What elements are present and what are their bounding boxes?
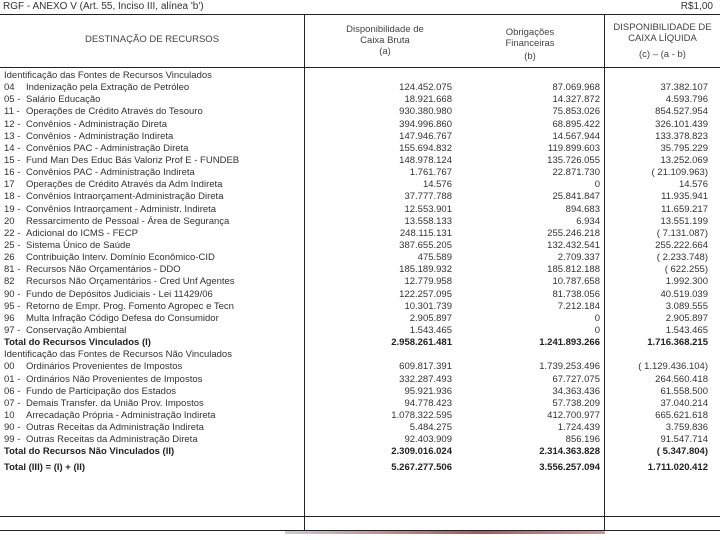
caixa-bruta-value: 12.553.901 [404,203,452,215]
caixa-liquida-value: 854.527.954 [655,106,708,118]
row-description: Convênios - Administração Indireta [26,130,174,142]
row-description: Contribuição Interv. Domínio Econômico-CID [26,252,215,264]
row-description: Convênios PAC - Administração Direta [26,142,189,154]
table-row [0,191,720,203]
caixa-liquida-value: 4.593.796 [665,94,708,106]
row-code: 97 - [4,324,21,336]
caixa-liquida-value: ( 2.233.748) [656,252,708,264]
total-top-border [0,516,720,517]
obrigacoes-value: 1.724.439 [557,422,600,434]
row-description: Salário Educação [26,94,101,106]
row-code: 13 - [4,130,21,142]
obrigacoes-value: 0 [594,179,600,191]
row-description: Outras Receitas da Administração Indireta [26,422,204,434]
row-description: Total do Recursos Vinculados (I) [4,337,151,349]
caixa-bruta-value: 387.655.205 [399,239,452,251]
total-row [0,462,720,474]
row-description: Sistema Único de Saúde [26,239,131,251]
table-row [0,410,720,422]
row-code: 17 [4,179,15,191]
row-code: 82 [4,276,15,288]
table-row [0,167,720,179]
caixa-liquida-value: 1.543.465 [665,324,708,336]
table-row [0,94,720,106]
caixa-liquida-value: ( 21.109.963) [651,167,708,179]
caixa-bruta-value: 930.380.980 [399,106,452,118]
caixa-liquida-value: ( 5.347.804) [656,446,708,458]
caixa-liquida-value: 3.759.836 [665,422,708,434]
caixa-liquida-value: 14.576 [678,179,708,191]
caixa-liquida-value: 61.558.500 [660,385,708,397]
caixa-bruta-value: 475.589 [417,252,452,264]
obrigacoes-value: 412.700.977 [547,409,600,421]
obrigacoes-value: 2.709.337 [557,252,600,264]
caixa-liquida-value: 37.040.214 [660,397,708,409]
obrigacoes-value: 10.787.658 [552,276,600,288]
row-code: 14 - [4,142,21,154]
header-c-line3: (c) – (a - b) [639,49,686,60]
row-code: 20 [4,215,15,227]
row-description: Outras Receitas da Administração Direta [26,434,198,446]
obrigacoes-value: 81.738.056 [552,288,600,300]
scan-edge-artifact [285,531,605,534]
row-code: 81 - [4,264,21,276]
report-title: RGF - ANEXO V (Art. 55, Inciso III, alínea 'b') [3,1,204,12]
caixa-liquida-value: 264.560.418 [655,373,708,385]
caixa-liquida-value: 2.905.897 [665,312,708,324]
caixa-bruta-value: 94.778.423 [404,397,452,409]
row-code: 05 - [4,94,21,106]
row-description: Operações de Crédito Através do Tesouro [26,106,203,118]
row-code: 26 [4,252,15,264]
caixa-liquida-value: ( 622.255) [664,264,708,276]
obrigacoes-value: 135.726.055 [547,154,600,166]
caixa-bruta-value: 2.309.016.024 [391,446,452,458]
caixa-bruta-value: 1.078.322.595 [391,409,452,421]
header-c-line2: CAIXA LÍQUIDA [628,33,697,44]
table-row [0,106,720,118]
row-description: Convênios Intraorçament - Administr. Indireta [26,203,217,215]
header-a-line2: Caixa Bruta [360,35,410,46]
section-header-row [0,70,720,82]
table-row [0,374,720,386]
row-code: 19 - [4,203,21,215]
row-description: Total do Recursos Não Vinculados (II) [4,446,175,458]
row-description: Arrecadação Própria - Administração Indireta [26,409,216,421]
row-description: Fundo de Depósitos Judiciais - Lei 11429/06 [26,288,213,300]
section-header-row [0,349,720,361]
obrigacoes-value: 255.246.218 [547,227,600,239]
row-description: Identificação das Fontes de Recursos Vinculados [4,70,212,81]
obrigacoes-value: 67.727.075 [552,373,600,385]
row-description: Total (III) = (I) + (II) [4,461,86,473]
obrigacoes-value: 856.196 [565,434,600,446]
row-code: 15 - [4,154,21,166]
row-code: 18 - [4,191,21,203]
table-row [0,361,720,373]
caixa-bruta-value: 5.484.275 [409,422,452,434]
total-row [0,337,720,349]
row-description: Indenização pela Extração de Petróleo [26,82,190,94]
obrigacoes-value: 34.363.436 [552,385,600,397]
resource-table-body [0,70,720,474]
header-top-border [0,14,720,15]
row-code: 07 - [4,397,21,409]
row-description: Multa Infração Código Defesa do Consumidor [26,312,219,324]
row-code: 00 [4,361,15,373]
row-description: Recursos Não Orçamentários - DDO [26,264,181,276]
caixa-bruta-value: 394.996.860 [399,118,452,130]
caixa-liquida-value: 1.716.368.215 [647,337,708,349]
table-row [0,313,720,325]
caixa-bruta-value: 10.301.739 [404,300,452,312]
obrigacoes-value: 22.871.730 [552,167,600,179]
obrigacoes-value: 14.327.872 [552,94,600,106]
obrigacoes-value: 3.556.257.094 [539,461,600,473]
table-row [0,179,720,191]
row-description: Convênios Intraorçament-Administração Direta [26,191,224,203]
currency-unit: R$1,00 [680,1,713,12]
table-row [0,216,720,228]
obrigacoes-value: 0 [594,312,600,324]
caixa-bruta-value: 248.115.131 [399,227,452,239]
row-code: 16 - [4,167,21,179]
header-caixa-liquida [605,22,720,60]
caixa-liquida-value: 35.795.229 [660,142,708,154]
caixa-bruta-value: 2.905.897 [409,312,452,324]
caixa-bruta-value: 1.543.465 [409,324,452,336]
row-description: Convênios PAC - Administração Indireta [26,167,195,179]
header-b-line1: Obrigações [505,27,555,38]
table-row [0,276,720,288]
caixa-liquida-value: 665.621.618 [655,409,708,421]
row-code: 90 - [4,288,21,300]
table-row [0,204,720,216]
row-code: 04 [4,82,15,94]
caixa-bruta-value: 147.946.767 [399,130,452,142]
row-description: Convênios - Administração Direta [26,118,167,130]
caixa-bruta-value: 124.452.075 [399,82,452,94]
caixa-bruta-value: 185.189.932 [399,264,452,276]
table-row [0,325,720,337]
caixa-bruta-value: 122.257.095 [399,288,452,300]
obrigacoes-value: 87.069.968 [552,82,600,94]
row-description: Demais Transfer. da União Prov. Impostos [26,397,204,409]
row-code: 99 - [4,434,21,446]
row-code: 95 - [4,300,21,312]
caixa-bruta-value: 1.761.767 [409,167,452,179]
header-a-line1: Disponibilidade de [346,24,424,35]
caixa-liquida-value: 37.382.107 [660,82,708,94]
caixa-bruta-value: 13.558.133 [404,215,452,227]
obrigacoes-value: 1.739.253.496 [539,361,600,373]
row-description: Retorno de Empr. Prog. Fomento Agropec e Tecn [26,300,234,312]
header-obrigacoes [480,27,580,62]
caixa-bruta-value: 609.817.391 [399,361,452,373]
caixa-liquida-value: 326.101.439 [655,118,708,130]
row-code: 10 [4,409,15,421]
caixa-liquida-value: 40.519.039 [660,288,708,300]
row-description: Adicional do ICMS - FECP [26,227,138,239]
row-code: 12 - [4,118,21,130]
header-a-line3: (a) [379,46,391,57]
caixa-bruta-value: 92.403.909 [404,434,452,446]
row-description: Fundo de Participação dos Estados [26,385,176,397]
caixa-liquida-value: 255.222.664 [655,239,708,251]
row-code: 06 - [4,385,21,397]
table-row [0,143,720,155]
table-row [0,240,720,252]
table-row [0,131,720,143]
table-row [0,398,720,410]
header-caixa-bruta [330,24,440,57]
table-row [0,82,720,94]
caixa-liquida-value: 11.659.217 [661,203,708,215]
header-b-line3: (b) [524,51,536,62]
table-row [0,301,720,313]
caixa-bruta-value: 37.777.788 [404,191,452,203]
row-code: 01 - [4,373,21,385]
caixa-bruta-value: 332.287.493 [399,373,452,385]
table-row [0,155,720,167]
caixa-bruta-value: 12.779.958 [404,276,452,288]
row-code: 22 - [4,227,21,239]
obrigacoes-value: 1.241.893.266 [539,337,600,349]
header-destinacao: DESTINAÇÃO DE RECURSOS [84,34,220,45]
caixa-bruta-value: 18.921.668 [404,94,452,106]
caixa-bruta-value: 155.694.832 [399,142,452,154]
caixa-liquida-value: ( 7.131.087) [656,227,708,239]
header-b-line2: Financeiras [505,38,555,49]
caixa-bruta-value: 2.958.261.481 [391,337,452,349]
caixa-bruta-value: 148.978.124 [399,154,452,166]
caixa-liquida-value: ( 1.129.436.104) [638,361,708,373]
caixa-bruta-value: 5.267.277.506 [391,461,452,473]
row-description: Ressarcimento de Pessoal - Área de Segurança [26,215,230,227]
table-row [0,228,720,240]
obrigacoes-value: 14.567.944 [552,130,600,142]
obrigacoes-value: 6.934 [576,215,600,227]
header-bottom-border [0,67,720,68]
row-description: Recursos Não Orçamentários - Cred Unf Agentes [26,276,235,288]
caixa-bruta-value: 14.576 [422,179,452,191]
table-row [0,386,720,398]
obrigacoes-value: 119.899.603 [547,142,600,154]
caixa-liquida-value: 3.089.555 [665,300,708,312]
obrigacoes-value: 57.738.209 [552,397,600,409]
obrigacoes-value: 7.212.184 [557,300,600,312]
caixa-bruta-value: 95.921.936 [404,385,452,397]
row-code: 96 [4,312,15,324]
obrigacoes-value: 185.812.188 [547,264,600,276]
table-row [0,434,720,446]
row-code: 11 - [4,106,20,118]
caixa-liquida-value: 13.252.069 [660,154,708,166]
caixa-liquida-value: 1.711.020.412 [647,461,708,473]
obrigacoes-value: 68.895.422 [552,118,600,130]
obrigacoes-value: 0 [594,324,600,336]
row-description: Ordinários Não Provenientes de Impostos [26,373,203,385]
caixa-liquida-value: 1.992.300 [665,276,708,288]
table-row [0,119,720,131]
table-row [0,252,720,264]
row-code: 90 - [4,422,21,434]
row-description: Identificação das Fontes de Recursos Não Vinculados [4,349,232,361]
row-description: Operações de Crédito Através da Adm Indireta [26,179,223,191]
obrigacoes-value: 25.841.847 [552,191,600,203]
obrigacoes-value: 75.853.026 [552,106,600,118]
caixa-liquida-value: 91.547.714 [660,434,708,446]
table-row [0,264,720,276]
obrigacoes-value: 894.683 [565,203,600,215]
caixa-liquida-value: 11.935.941 [661,191,708,203]
row-description: Ordinários Provenientes de Impostos [26,361,183,373]
caixa-liquida-value: 13.551.199 [660,215,708,227]
total-row [0,446,720,458]
caixa-liquida-value: 133.378.823 [655,130,708,142]
obrigacoes-value: 132.432.541 [547,239,600,251]
row-description: Conservação Ambiental [26,324,127,336]
header-c-line1: DISPONIBILIDADE DE [613,22,712,33]
row-description: Fund Man Des Educ Bás Valoriz Prof E - FUNDEB [26,154,240,166]
table-row [0,289,720,301]
obrigacoes-value: 2.314.363.828 [539,446,600,458]
row-code: 25 - [4,239,21,251]
table-row [0,422,720,434]
